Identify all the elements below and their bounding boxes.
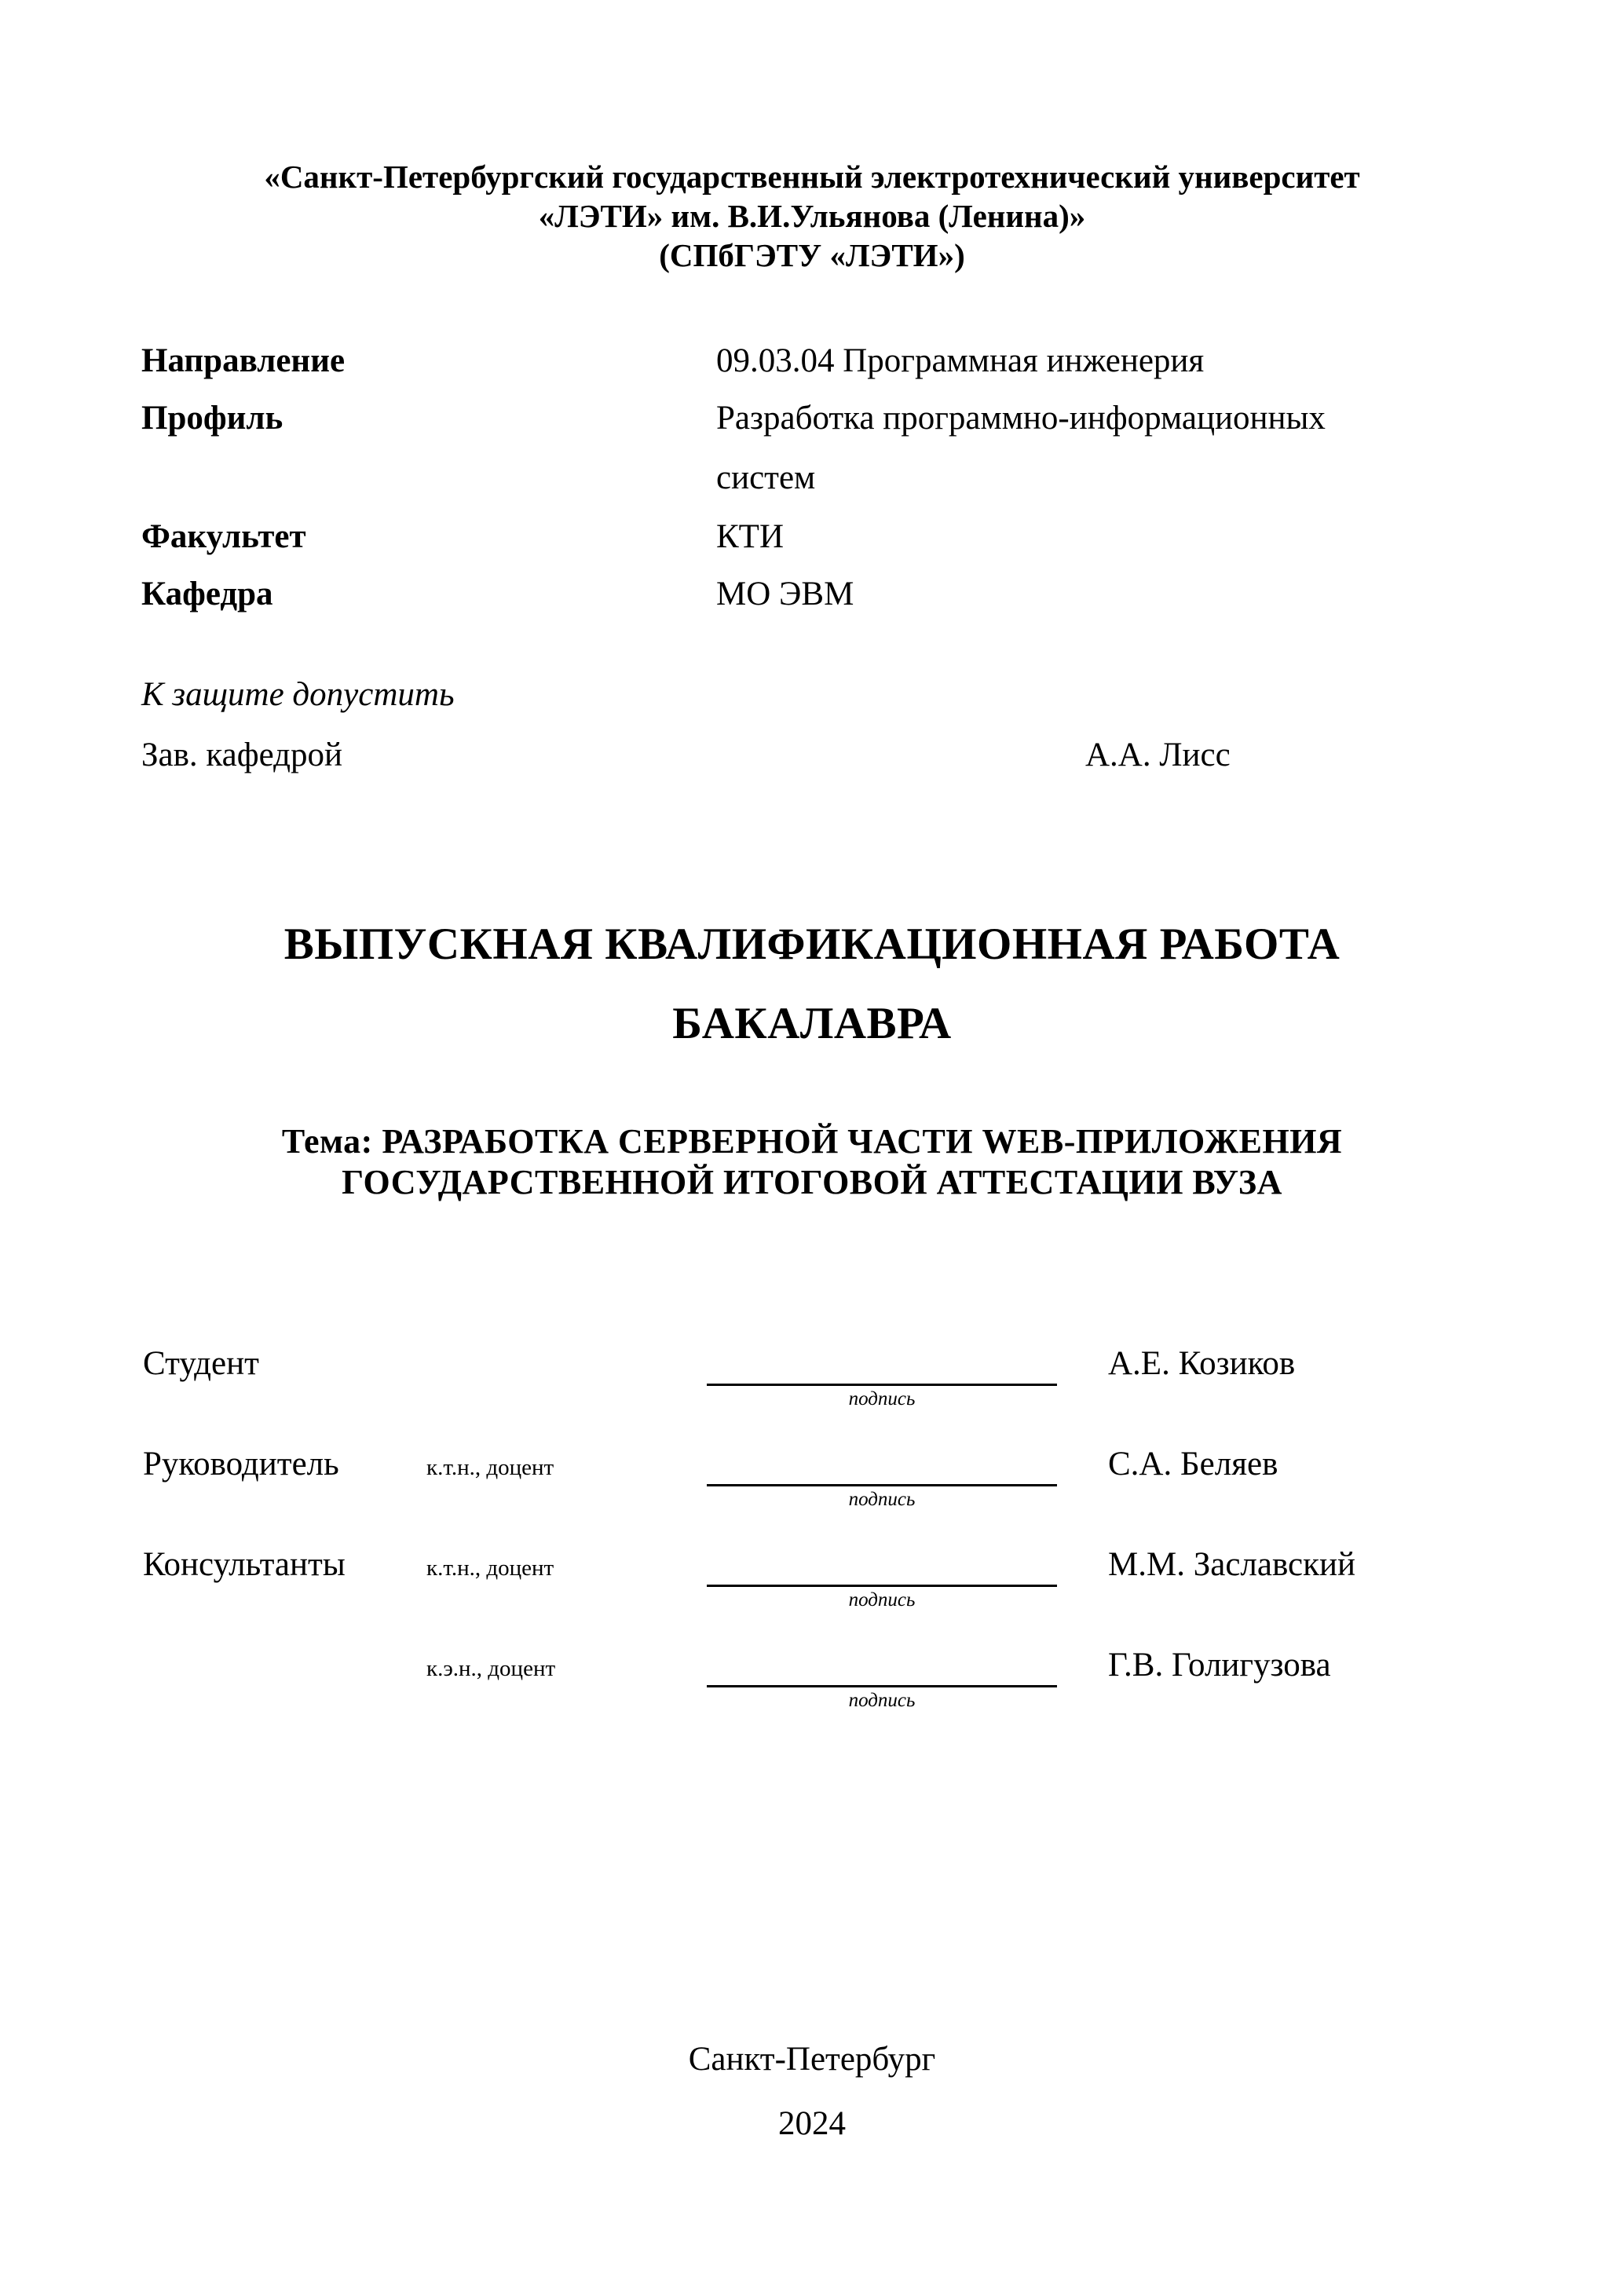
signature-caption: подпись xyxy=(848,1690,916,1711)
signature-role: Консультанты xyxy=(143,1546,346,1583)
university-name-line2: «ЛЭТИ» им. В.И.Ульянова (Ленина)» xyxy=(538,198,1086,234)
signature-caption: подпись xyxy=(848,1589,916,1610)
field-value-department: МО ЭВМ xyxy=(716,576,854,612)
approval-caption: К защите допустить xyxy=(141,676,455,713)
signature-degree: к.т.н., доцент xyxy=(426,1455,554,1480)
footer-year: 2024 xyxy=(778,2105,846,2142)
document-title-line2: БАКАЛАВРА xyxy=(672,999,952,1048)
university-name-line1: «Санкт-Петербургский государственный электротехнический университет xyxy=(264,159,1360,195)
signatory-name: Г.В. Голигузова xyxy=(1108,1647,1331,1684)
document-title-line1: ВЫПУСКНАЯ КВАЛИФИКАЦИОННАЯ РАБОТА xyxy=(283,919,1341,969)
signature-line xyxy=(707,1685,1057,1687)
signature-line xyxy=(707,1585,1057,1587)
signatory-name: М.М. Заславский xyxy=(1108,1546,1356,1583)
topic-line2: ГОСУДАРСТВЕННОЙ ИТОГОВОЙ АТТЕСТАЦИИ ВУЗА xyxy=(342,1163,1282,1201)
signature-line xyxy=(707,1484,1057,1486)
field-value-profile: Разработка программно-информационных xyxy=(716,400,1326,437)
field-value-faculty: КТИ xyxy=(716,518,784,555)
field-label-profile: Профиль xyxy=(141,400,283,437)
signature-role: Студент xyxy=(143,1345,259,1382)
field-value-direction: 09.03.04 Программная инженерия xyxy=(716,342,1205,379)
approval-name: А.А. Лисс xyxy=(1085,737,1231,773)
signatory-name: А.Е. Козиков xyxy=(1108,1345,1296,1382)
field-label-direction: Направление xyxy=(141,342,346,379)
signature-role: Руководитель xyxy=(143,1446,339,1483)
footer-city: Санкт-Петербург xyxy=(688,2041,936,2078)
field-value-profile-continuation: систем xyxy=(716,459,816,496)
signatory-name: С.А. Беляев xyxy=(1108,1446,1278,1483)
approval-role: Зав. кафедрой xyxy=(141,737,343,773)
signature-degree: к.т.н., доцент xyxy=(426,1556,554,1581)
signature-line xyxy=(707,1384,1057,1386)
field-label-department: Кафедра xyxy=(141,576,273,612)
signature-caption: подпись xyxy=(848,1388,916,1409)
field-label-faculty: Факультет xyxy=(141,518,306,555)
signature-degree: к.э.н., доцент xyxy=(426,1656,556,1681)
topic-line1: Тема: РАЗРАБОТКА СЕРВЕРНОЙ ЧАСТИ WEB-ПРИЛОЖЕНИЯ xyxy=(281,1122,1343,1161)
university-abbreviation: (СПбГЭТУ «ЛЭТИ») xyxy=(659,237,965,273)
signature-caption: подпись xyxy=(848,1489,916,1510)
